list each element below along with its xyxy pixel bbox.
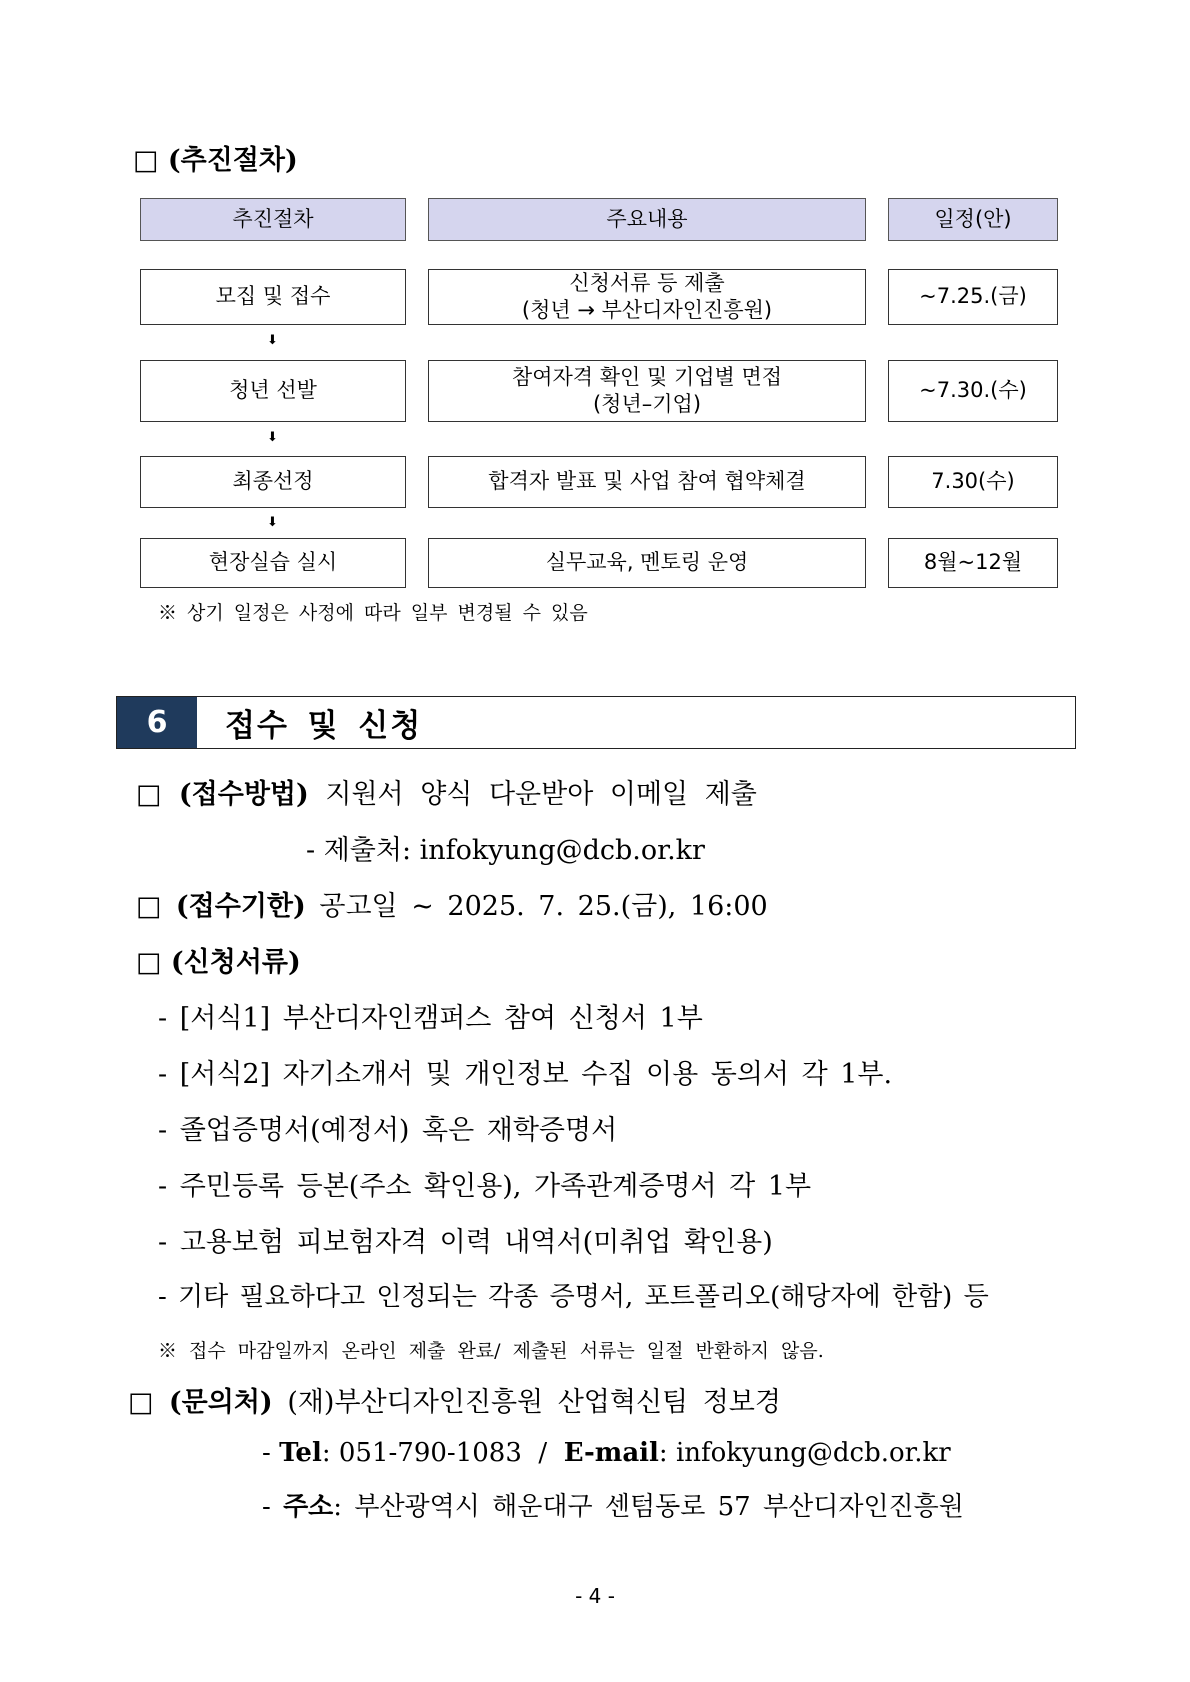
page-number: - 4 - <box>575 1584 615 1608</box>
contact-label: □ (문의처) <box>128 1387 273 1418</box>
method-text: 지원서 양식 다운받아 이메일 제출 <box>325 779 757 810</box>
contact-tel-line: - Tel: 051-790-1083 / E-mail: infokyung@dcb.or.kr <box>262 1438 951 1468</box>
content-line1: 신청서류 등 제출 <box>569 270 725 295</box>
recipient-prefix: - 제출처: <box>306 835 412 866</box>
content-cell <box>428 269 866 325</box>
email-label: E-mail <box>563 1438 659 1468</box>
address-value: 부산광역시 해운대구 센텀동로 57 부산디자인진흥원 <box>354 1492 964 1522</box>
content-cell <box>428 360 866 422</box>
header-content: 주요내용 <box>428 198 866 241</box>
document-item: - 주민등록 등본(주소 확인용), 가족관계증명서 각 1부 <box>158 1171 812 1202</box>
section-header <box>116 696 1076 749</box>
down-arrow-icon: ⬇ <box>267 430 278 445</box>
procedure-note: ※ 상기 일정은 사정에 따라 일부 변경될 수 있음 <box>158 602 588 624</box>
header-step: 추진절차 <box>140 198 406 241</box>
step-cell: 모집 및 접수 <box>140 269 406 325</box>
tel-label: Tel <box>279 1438 322 1468</box>
document-item: - 고용보험 피보험자격 이력 내역서(미취업 확인용) <box>158 1227 773 1258</box>
content-line1: 참여자격 확인 및 기업별 면접 <box>511 364 783 389</box>
recipient-email: infokyung@dcb.or.kr <box>419 835 705 866</box>
down-arrow-icon: ⬇ <box>267 515 278 530</box>
document-item: - 기타 필요하다고 인정되는 각종 증명서, 포트폴리오(해당자에 한함) 등 <box>158 1282 989 1312</box>
document-item: - 졸업증명서(예정서) 혹은 재학증명서 <box>158 1115 618 1146</box>
content-cell: 합격자 발표 및 사업 참여 협약체결 <box>428 456 866 508</box>
contact-text: (재)부산디자인진흥원 산업혁신팀 정보경 <box>287 1387 781 1418</box>
content-cell: 실무교육, 멘토링 운영 <box>428 538 866 588</box>
step-cell: 최종선정 <box>140 456 406 508</box>
schedule-cell: ~7.25.(금) <box>888 269 1058 325</box>
email-value: infokyung@dcb.or.kr <box>675 1438 951 1468</box>
tel-value: 051-790-1083 <box>338 1438 522 1468</box>
contact-address-line: - 주소: 부산광역시 해운대구 센텀동로 57 부산디자인진흥원 <box>262 1492 964 1522</box>
section-number: 6 <box>117 697 197 748</box>
recipient-line <box>306 828 705 867</box>
separator: / <box>538 1438 548 1468</box>
schedule-cell: 7.30(수) <box>888 456 1058 508</box>
step-cell: 현장실습 실시 <box>140 538 406 588</box>
address-label: 주소 <box>283 1492 334 1522</box>
documents-label: □ (신청서류) <box>136 947 301 978</box>
procedure-heading: □ (추진절차) <box>133 145 298 176</box>
document-item: - [서식1] 부산디자인캠퍼스 참여 신청서 1부 <box>158 1003 703 1034</box>
deadline-label: □ (접수기한) <box>136 891 306 922</box>
step-cell: 청년 선발 <box>140 360 406 422</box>
content-line2: (청년–기업) <box>592 392 702 416</box>
schedule-cell: ~7.30.(수) <box>888 360 1058 422</box>
down-arrow-icon: ⬇ <box>267 333 278 348</box>
documents-note: ※ 접수 마감일까지 온라인 제출 완료/ 제출된 서류는 일절 반환하지 않음. <box>158 1340 824 1362</box>
deadline-text: 공고일 ~ 2025. 7. 25.(금), 16:00 <box>319 891 768 922</box>
contact-line <box>128 1380 781 1419</box>
section-title: 접수 및 신청 <box>225 708 423 744</box>
header-schedule: 일정(안) <box>888 198 1058 241</box>
schedule-cell: 8월~12월 <box>888 538 1058 588</box>
document-item: - [서식2] 자기소개서 및 개인정보 수집 이용 동의서 각 1부. <box>158 1059 893 1090</box>
method-label: □ (접수방법) <box>136 779 309 810</box>
deadline-line <box>136 884 768 923</box>
content-line2: (청년 → 부산디자인진흥원) <box>521 298 773 322</box>
method-line <box>136 772 757 811</box>
